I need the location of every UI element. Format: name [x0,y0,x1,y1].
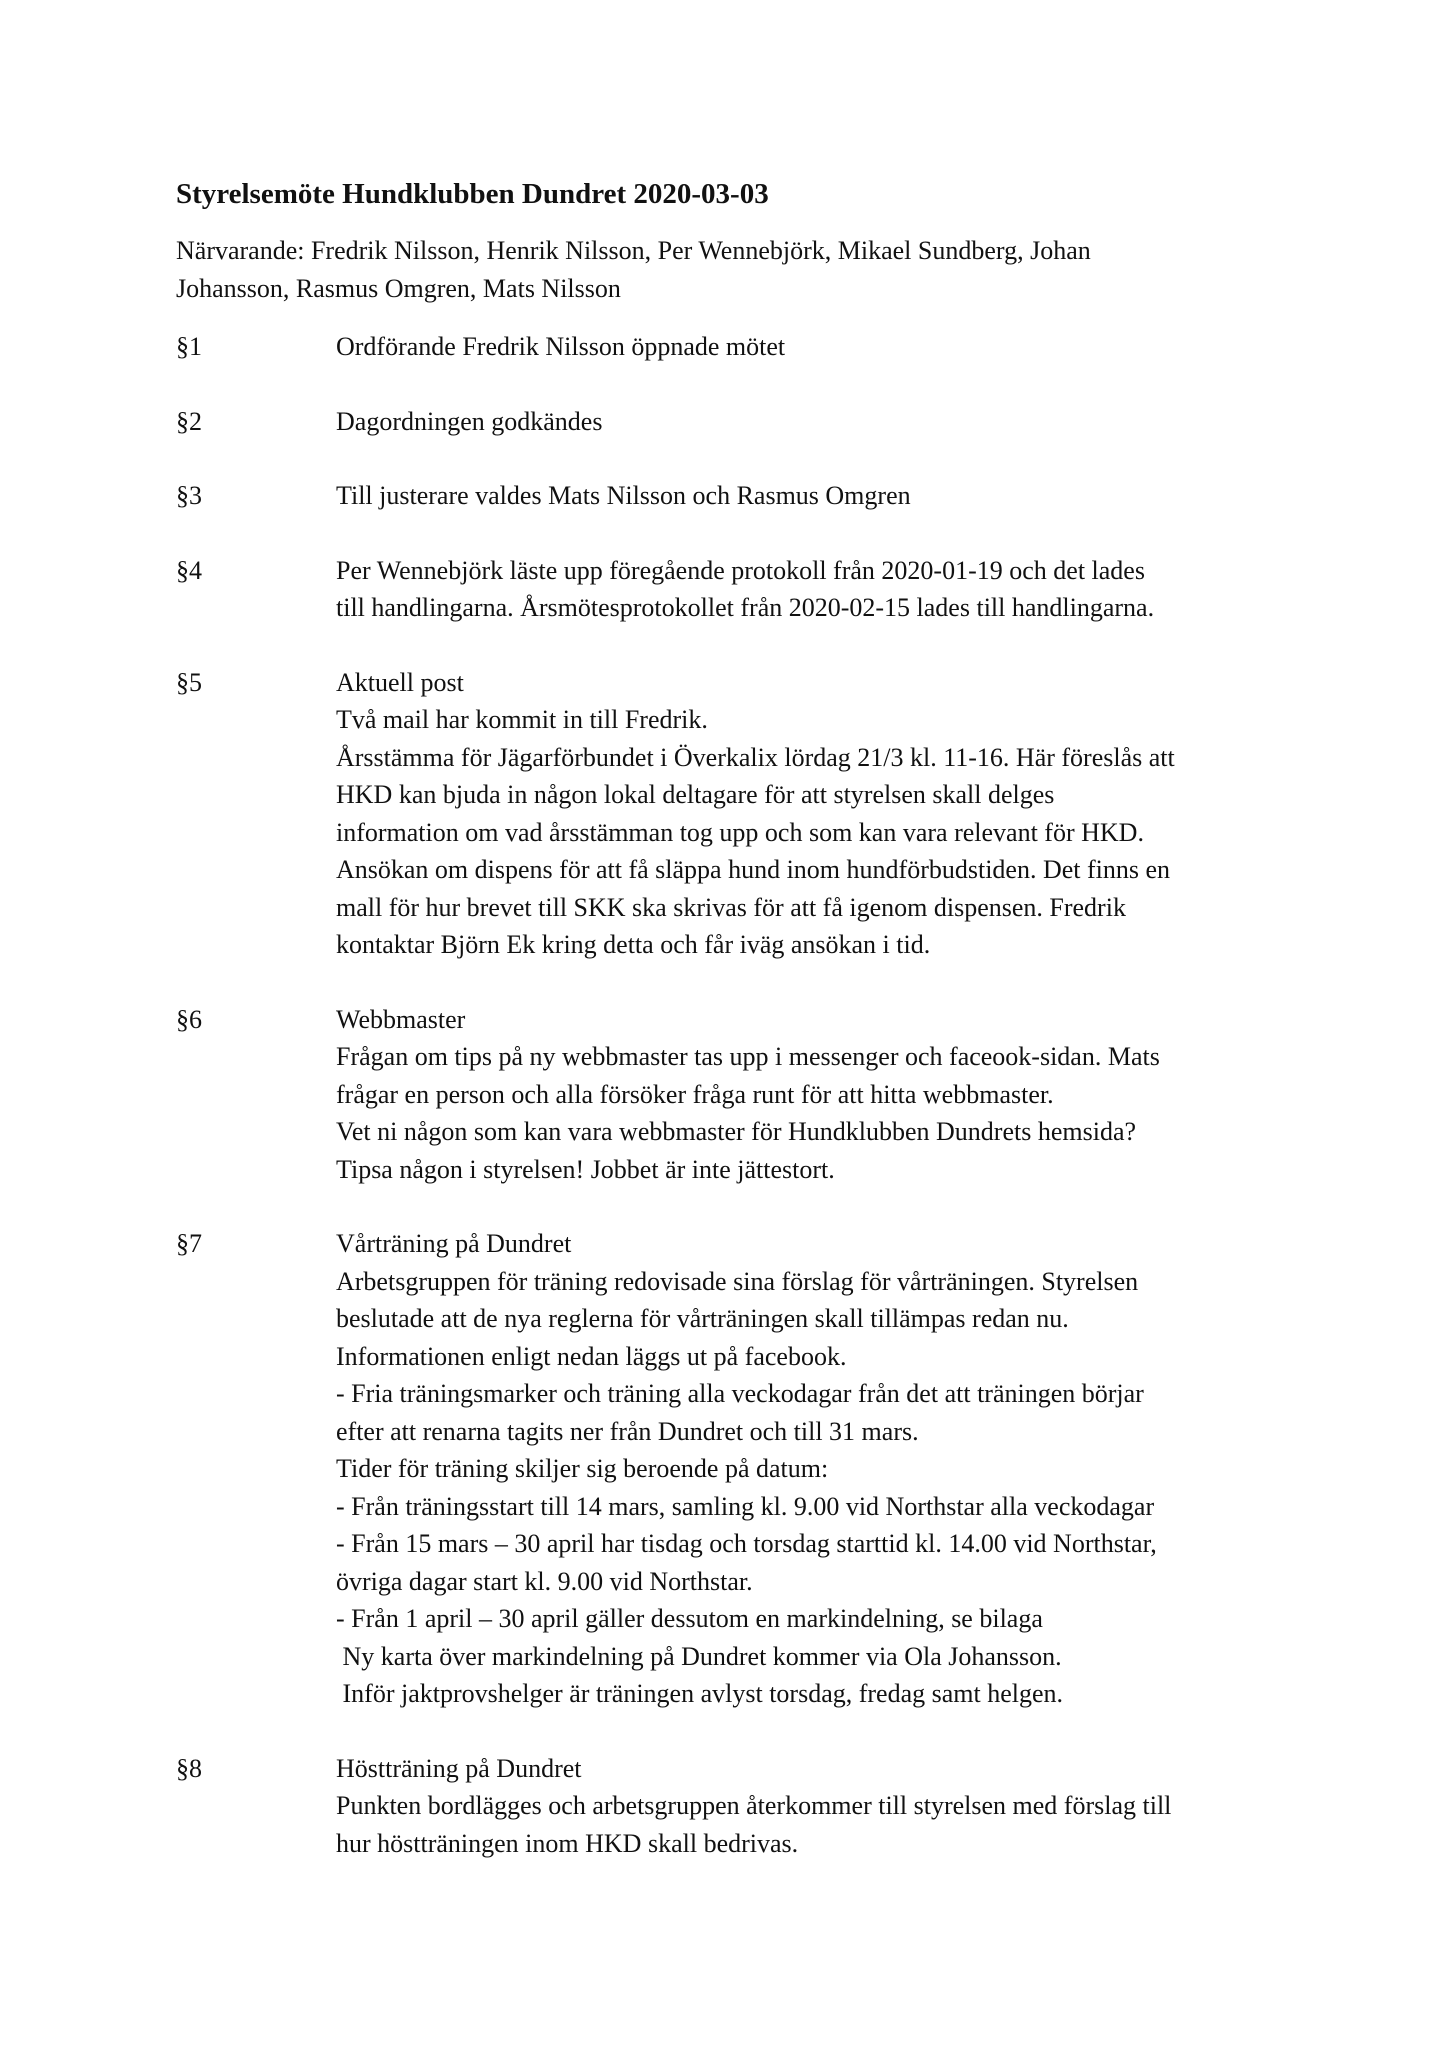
section-line: Dagordningen godkändes [336,406,603,436]
section-text [336,664,1306,964]
document-page [176,176,1306,1899]
minutes-section [176,477,1306,515]
section-line: Vårträning på Dundret [336,1229,572,1258]
section-text [336,1225,1306,1713]
minutes-section [176,403,1306,441]
section-line: övriga dagar start kl. 9.00 vid Northstar. [336,1566,753,1596]
minutes-section [176,328,1306,366]
section-line: beslutade att de nya reglerna för vårträningen skall tillämpas redan nu. [336,1304,1069,1333]
section-number: §5 [176,667,202,697]
section-text [336,328,1306,366]
section-line: Vet ni någon som kan vara webbmaster för Hundklubben Dundrets hemsida? [336,1117,1137,1146]
minutes-section [176,664,1306,964]
section-line: HKD kan bjuda in någon lokal deltagare för att styrelsen skall delges [336,780,1055,809]
section-number: §4 [176,555,202,585]
section-line: till handlingarna. Årsmötesprotokollet från 2020-02-15 lades till handlingarna. [336,593,1155,622]
section-number: §3 [176,481,202,510]
section-number: §6 [176,1004,202,1034]
section-line: - Från 15 mars – 30 april har tisdag och torsdag starttid kl. 14.00 vid Northstar, [336,1529,1157,1558]
section-line: Ordförande Fredrik Nilsson öppnade mötet [336,332,786,361]
document-title: Styrelsemöte Hundklubben Dundret 2020-03-03 [176,178,769,210]
attendees-line: Närvarande: Fredrik Nilsson, Henrik Nilsson, Per Wennebjörk, Mikael Sundberg, Johan [176,236,1091,265]
section-line: Ansökan om dispens för att få släppa hund inom hundförbudstiden. Det finns en [336,855,1171,884]
section-number: §8 [176,1753,202,1783]
section-line: hur höstträningen inom HKD skall bedrivas. [336,1828,799,1858]
minutes-section [176,1001,1306,1189]
section-line: Två mail har kommit in till Fredrik. [336,705,708,734]
minutes-sections [176,328,1306,1862]
section-line: efter att renarna tagits ner från Dundret och till 31 mars. [336,1416,919,1446]
section-line: Årsstämma för Jägarförbundet i Överkalix lördag 21/3 kl. 11-16. Här föreslås att [336,742,1175,772]
section-line: information om vad årsstämman tog upp och som kan vara relevant för HKD. [336,817,1144,847]
section-line: Punkten bordlägges och arbetsgruppen återkommer till styrelsen med förslag till [336,1791,1172,1820]
section-number: §2 [176,406,202,436]
minutes-section [176,552,1306,627]
section-line: Ny karta över markindelning på Dundret kommer via Ola Johansson. [336,1641,1062,1671]
section-text [336,403,1306,441]
section-line: Informationen enligt nedan läggs ut på facebook. [336,1341,847,1371]
minutes-section [176,1750,1306,1863]
section-line: frågar en person och alla försöker fråga runt för att hitta webbmaster. [336,1079,1054,1109]
section-line: mall för hur brevet till SKK ska skrivas för att få igenom dispensen. Fredrik [336,892,1126,922]
section-text [336,552,1306,627]
attendees-line: Johansson, Rasmus Omgren, Mats Nilsson [176,274,621,303]
section-line: Till justerare valdes Mats Nilsson och Rasmus Omgren [336,481,911,510]
minutes-section [176,1225,1306,1713]
section-line: Webbmaster [336,1004,466,1034]
section-text [336,1750,1306,1863]
section-line: Arbetsgruppen för träning redovisade sina förslag för vårträningen. Styrelsen [336,1266,1139,1296]
section-line: Inför jaktprovshelger är träningen avlyst torsdag, fredag samt helgen. [336,1679,1064,1708]
section-line: Tipsa någon i styrelsen! Jobbet är inte jättestort. [336,1154,835,1184]
section-text [336,1001,1306,1189]
section-text [336,477,1306,515]
section-line: Höstträning på Dundret [336,1753,582,1783]
section-line: - Från träningsstart till 14 mars, samling kl. 9.00 vid Northstar alla veckodagar [336,1491,1155,1521]
section-line: Tider för träning skiljer sig beroende på datum: [336,1454,829,1483]
section-number: §1 [176,332,202,361]
section-line: Per Wennebjörk läste upp föregående protokoll från 2020-01-19 och det lades [336,555,1145,585]
section-line: kontaktar Björn Ek kring detta och får iväg ansökan i tid. [336,930,931,959]
section-line: - Från 1 april – 30 april gäller dessutom en markindelning, se bilaga [336,1604,1043,1633]
section-number: §7 [176,1229,202,1258]
section-line: - Fria träningsmarker och träning alla veckodagar från det att träningen börjar [336,1379,1144,1408]
attendees-paragraph [176,232,1306,308]
section-line: Frågan om tips på ny webbmaster tas upp i messenger och faceook-sidan. Mats [336,1042,1160,1071]
section-line: Aktuell post [336,667,464,697]
